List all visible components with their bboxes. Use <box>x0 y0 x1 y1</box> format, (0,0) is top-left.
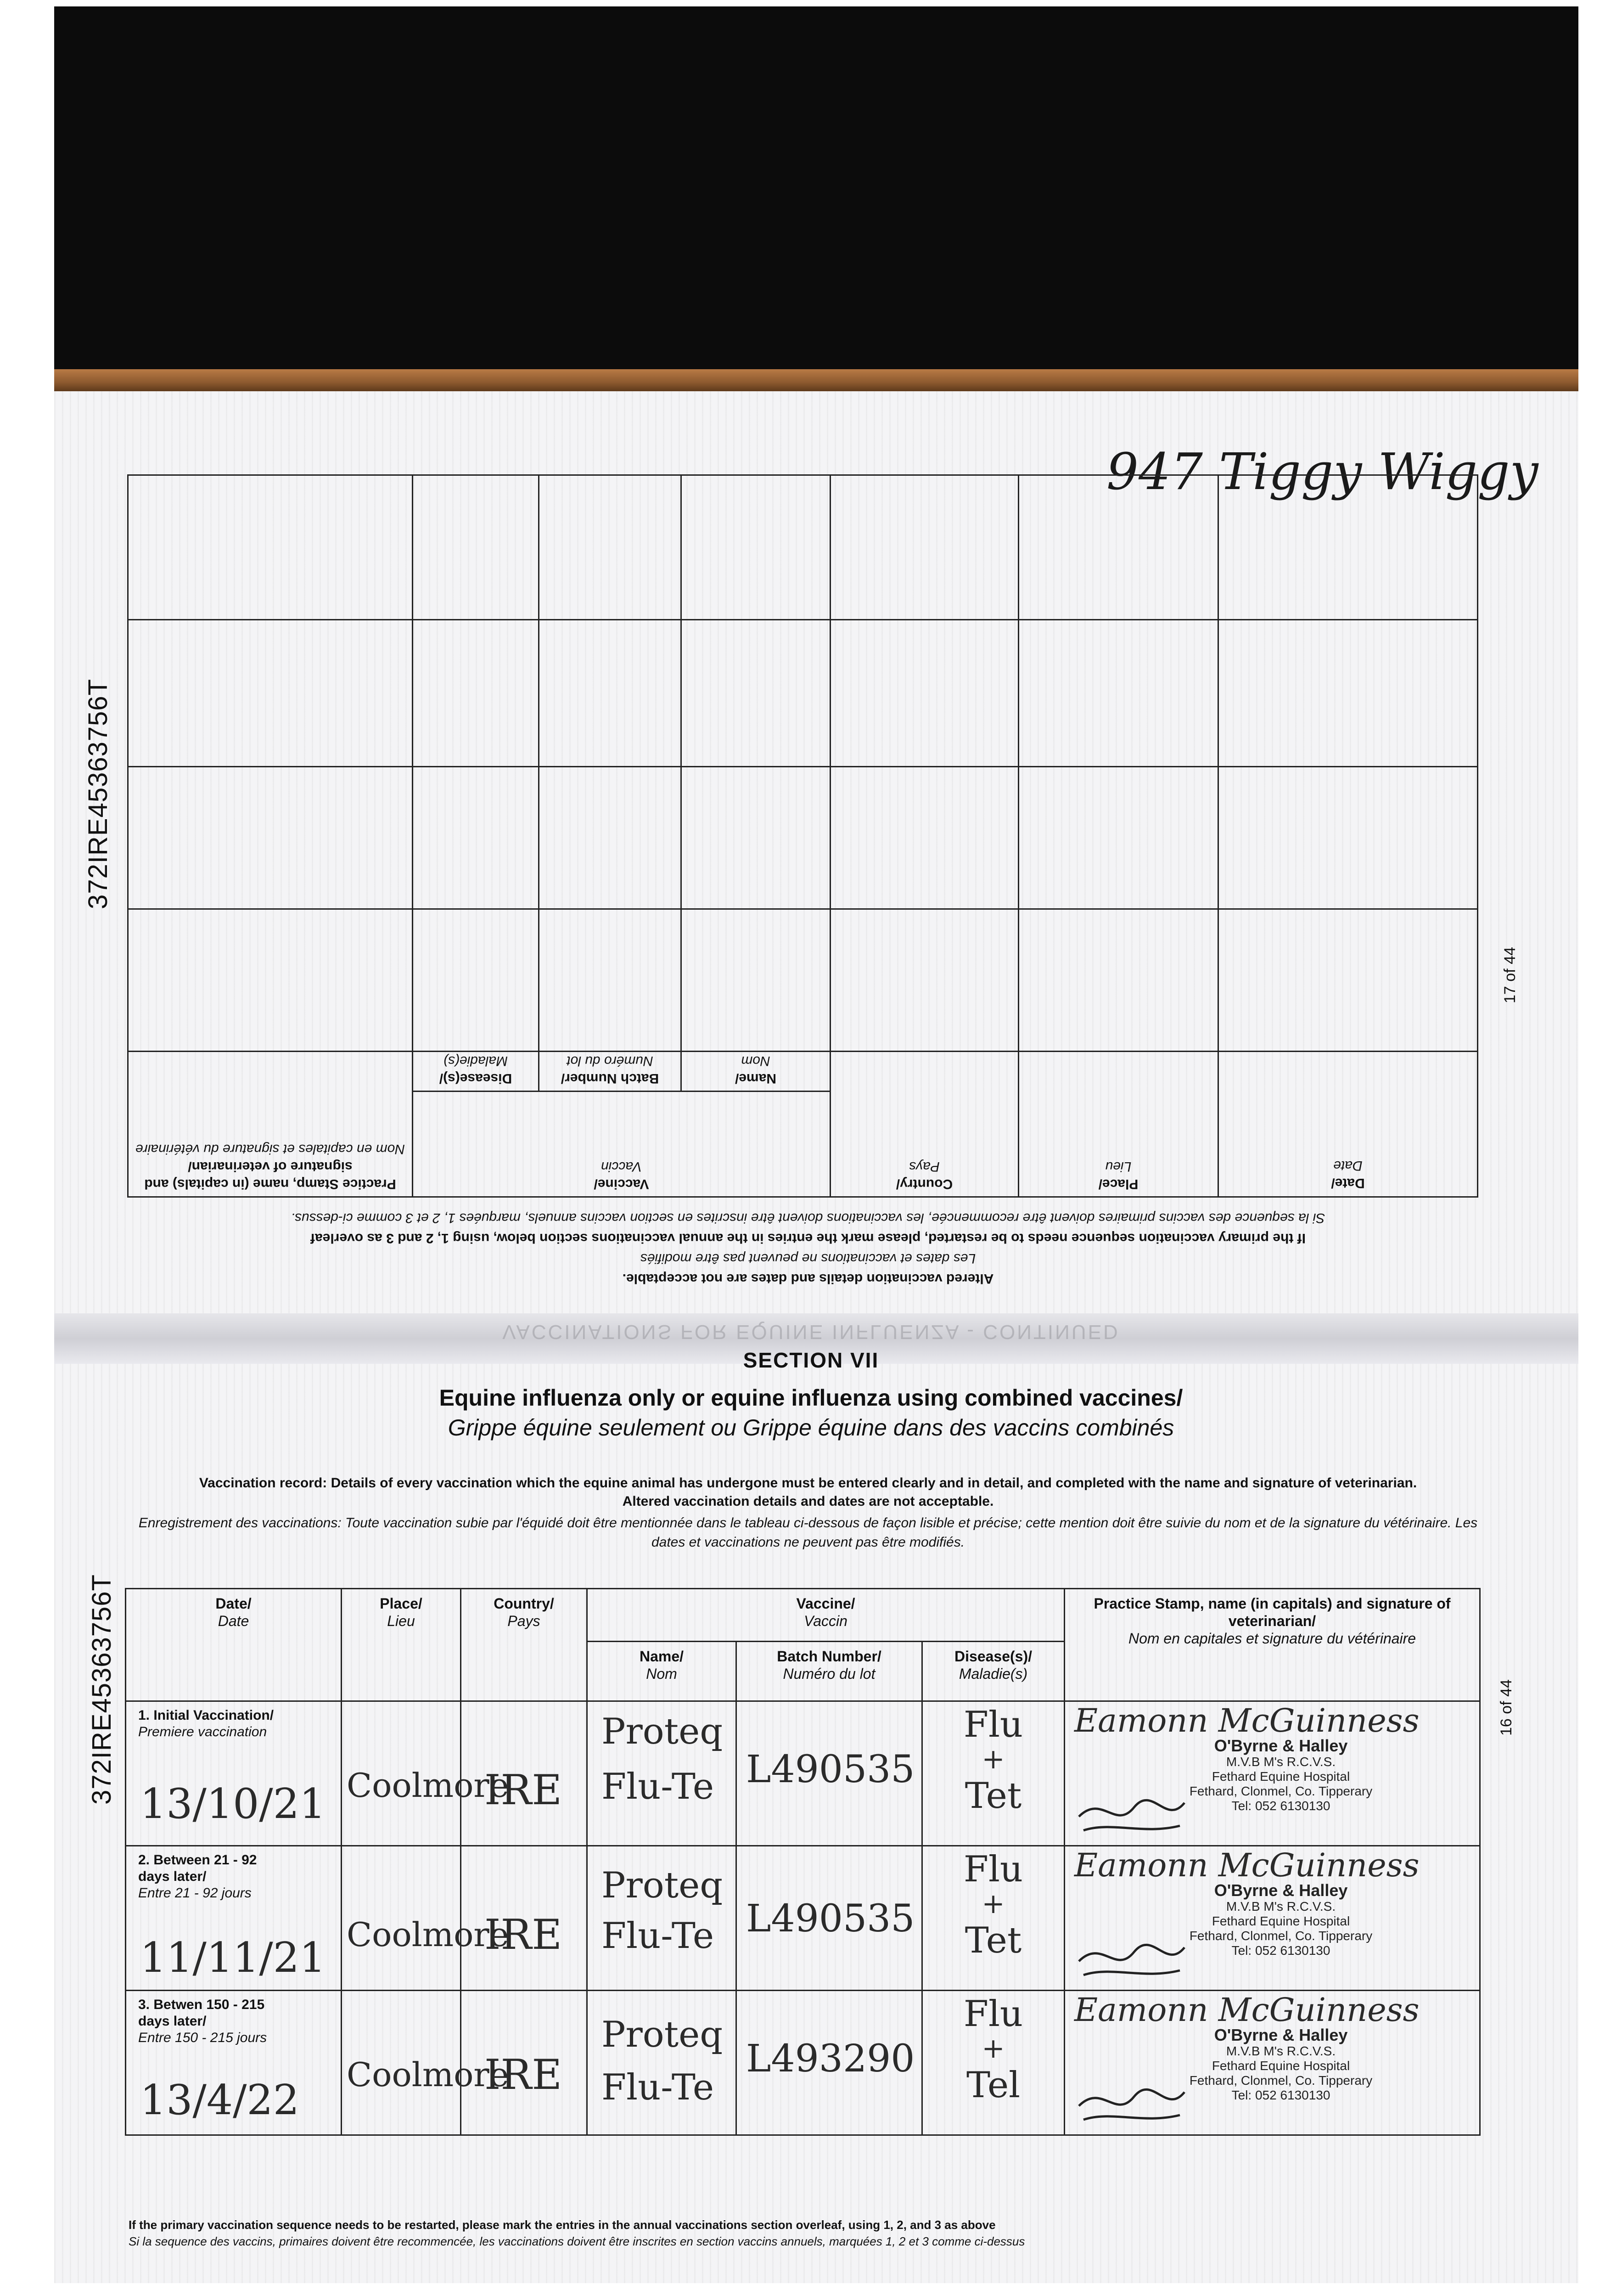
record-instructions-fr: Enregistrement des vaccinations: Toute vaccination subie par l'équidé doit être mentionnée dans le tableau ci-dessous de façon lisible et précise; cette mention doit être suivie du nom et de la signature du vétérinaire. Les dates et vaccinations ne peuvent pas être modifiés. <box>138 1515 1478 1550</box>
vaccination-table <box>125 1588 1481 2136</box>
stamp-line4: Fethard, Clonmel, Co. Tipperary <box>1189 1929 1373 1943</box>
practice-stamp <box>1166 2028 1396 2103</box>
vet-signature: Eamonn McGuinness <box>1074 1846 1420 1884</box>
lower-page-number: 16 of 44 <box>1498 1679 1515 1736</box>
header-country-fr: Pays <box>507 1613 540 1629</box>
row-date-cell <box>126 1846 342 1991</box>
upper-note-1: Altered vaccination details and dates are not acceptable. <box>622 1271 994 1286</box>
upper-header-date-fr: Date <box>1333 1158 1363 1173</box>
disease-line3: Tel <box>966 2065 1021 2106</box>
stamp-line3: Fethard Equine Hospital <box>1212 1769 1350 1784</box>
stamp-line4: Fethard, Clonmel, Co. Tipperary <box>1189 1784 1373 1798</box>
stamp-line2: M.V.B M's R.C.V.S. <box>1226 1899 1336 1913</box>
vaccination-date: 13/10/21 <box>140 1780 326 1828</box>
footnote-en: If the primary vaccination sequence needs to be restarted, please mark the entries in the annual vaccinations section overleaf, using 1, 2, and 3 as above <box>129 2218 996 2232</box>
vet-signature: Eamonn McGuinness <box>1074 1702 1420 1739</box>
lower-passport-id: 372IRE45363756T <box>87 1574 117 1805</box>
upper-passport-id: 372IRE45363756T <box>83 679 113 909</box>
row-stamp-cell <box>1065 1701 1480 1846</box>
header-vaccine: Vaccine/ <box>796 1595 855 1612</box>
section-title-fr: Grippe équine seulement ou Grippe équine dans des vaccins combinés <box>448 1415 1174 1441</box>
row-place-cell <box>342 1846 509 1991</box>
stamp-line1: O'Byrne & Halley <box>1214 1881 1348 1900</box>
row-batch-cell <box>736 1701 922 1846</box>
row-batch-cell <box>736 1846 922 1991</box>
row-disease-cell <box>922 1846 1065 1991</box>
vaccine-name-line2: Flu-Te <box>601 1915 714 1957</box>
vaccine-name-line1: Proteq <box>601 1865 723 1906</box>
upper-header-country: Country/ <box>896 1176 953 1192</box>
header-batch: Batch Number/ <box>777 1648 881 1665</box>
vaccination-date: 13/4/22 <box>140 2076 299 2124</box>
upper-header-stamp: Practice Stamp, name (in capitals) and signature of veterinarian/ <box>144 1159 396 1192</box>
upper-header-vaccine-fr: Vaccin <box>601 1159 642 1174</box>
disease-line2: + <box>982 2032 1005 2065</box>
row-label: 1. Initial Vaccination/ <box>138 1708 274 1723</box>
row-label-fr: Premiere vaccination <box>138 1724 267 1739</box>
header-place-fr: Lieu <box>387 1613 415 1629</box>
stamp-line5: Tel: 052 6130130 <box>1231 1943 1330 1958</box>
row-name-cell <box>587 1701 736 1846</box>
section-title-en: Equine influenza only or equine influenza using combined vaccines/ <box>439 1385 1183 1411</box>
signature-scribble <box>1074 2078 1194 2133</box>
header-name: Name/ <box>639 1648 684 1665</box>
upper-header-place: Place/ <box>1098 1176 1139 1192</box>
vaccine-batch-number: L490535 <box>746 1748 915 1791</box>
header-date: Date/ <box>215 1595 252 1612</box>
table-row <box>126 1846 1480 1991</box>
vaccination-date: 11/11/21 <box>140 1934 326 1982</box>
wood-edge <box>54 369 1578 391</box>
header-stamp-fr: Nom en capitales et signature du vétérinaire <box>1128 1630 1416 1647</box>
vaccination-place: Coolmore <box>347 1915 509 1954</box>
footnote-fr: Si la sequence des vaccins, primaires doivent être recommencée, les vaccinations doivent être inscrites en section vaccins annuels, marquées 1, 2 et 3 comme ci-dessus <box>129 2234 1025 2248</box>
header-date-cell <box>126 1589 342 1701</box>
stamp-line1: O'Byrne & Halley <box>1214 2026 1348 2044</box>
row-place-cell <box>342 1701 509 1846</box>
upper-header-place-fr: Lieu <box>1105 1159 1132 1174</box>
header-country-cell <box>461 1589 587 1701</box>
stamp-line2: M.V.B M's R.C.V.S. <box>1226 1755 1336 1769</box>
row-disease-cell <box>922 1701 1065 1846</box>
header-place-cell <box>342 1589 461 1701</box>
header-vaccine-fr: Vaccin <box>804 1613 847 1629</box>
row-stamp-cell <box>1065 1991 1480 2135</box>
stamp-line5: Tel: 052 6130130 <box>1231 2088 1330 2102</box>
upper-page-number: 17 of 44 <box>1501 947 1519 1003</box>
row-label-fr: Entre 21 - 92 jours <box>138 1885 252 1901</box>
vaccination-place: Coolmore <box>347 1766 509 1805</box>
practice-stamp <box>1166 1736 1396 1813</box>
header-country: Country/ <box>494 1595 554 1612</box>
signature-scribble <box>1074 1789 1194 1844</box>
disease-line1: Flu <box>963 1849 1023 1890</box>
upper-header-vaccine: Vaccine/ <box>594 1176 649 1192</box>
upper-header-stamp-fr: Nom en capitales et signature du vétérinaire <box>135 1142 405 1157</box>
upper-header-country-fr: Pays <box>909 1159 940 1174</box>
header-name-fr: Nom <box>646 1666 677 1682</box>
upper-note-4: Si la sequence des vaccins primaires doivent être recommencée, les vaccinations doivent être inscrites en section vaccins annuels, marquées 1, 2 et 3 comme ci-dessus. <box>291 1210 1325 1226</box>
header-batch-cell <box>736 1642 922 1701</box>
stamp-line3: Fethard Equine Hospital <box>1212 2059 1350 2073</box>
row-place-cell <box>342 1991 509 2135</box>
vaccination-country: IRE <box>484 1911 562 1959</box>
stamp-line5: Tel: 052 6130130 <box>1231 1799 1330 1813</box>
table-row <box>126 1991 1480 2135</box>
header-stamp: Practice Stamp, name (in capitals) and signature of veterinarian/ <box>1094 1595 1451 1629</box>
row-country-cell <box>461 1846 587 1991</box>
header-disease-fr: Maladie(s) <box>959 1666 1028 1682</box>
header-disease: Disease(s)/ <box>954 1648 1032 1665</box>
upper-header-batch: Batch Number/ <box>561 1071 659 1086</box>
disease-line2: + <box>982 1743 1005 1775</box>
faded-mirrored-heading: VACCINATIONS FOR EQUINE INFLUENZA - CONTINUED <box>502 1321 1120 1343</box>
upper-notes <box>165 1208 1451 1289</box>
record-instructions-en-2: Altered vaccination details and dates are not acceptable. <box>622 1494 994 1509</box>
table-row <box>126 1701 1480 1846</box>
row-label: 3. Betwen 150 - 215 <box>138 1997 265 2012</box>
handwritten-name-text: 947 Tiggy Wiggy <box>1106 442 1538 501</box>
upper-note-2: Les dates et vaccinations ne peuvent pas être modifiés <box>640 1251 976 1266</box>
header-disease-cell <box>922 1642 1065 1701</box>
row-country-cell <box>461 1991 587 2135</box>
vet-signature: Eamonn McGuinness <box>1074 1991 1420 2029</box>
black-board-background <box>54 6 1578 369</box>
header-batch-fr: Numéro du lot <box>783 1666 876 1682</box>
disease-line1: Flu <box>963 1993 1023 2035</box>
header-date-fr: Date <box>218 1613 249 1629</box>
row-stamp-cell <box>1065 1846 1480 1991</box>
row-label-2: days later/ <box>138 1869 207 1884</box>
row-label-fr: Entre 150 - 215 jours <box>138 2030 267 2045</box>
upper-vaccination-table <box>129 500 1478 1198</box>
row-name-cell <box>587 1846 736 1991</box>
vaccine-name-line1: Proteq <box>601 2014 723 2055</box>
upper-header-date: Date/ <box>1331 1176 1365 1191</box>
disease-line3: Tet <box>965 1775 1022 1817</box>
header-name-cell <box>587 1642 736 1701</box>
header-place: Place/ <box>380 1595 422 1612</box>
disease-line3: Tet <box>965 1920 1022 1961</box>
stamp-line2: M.V.B M's R.C.V.S. <box>1226 2044 1336 2058</box>
vaccine-name-line2: Flu-Te <box>601 2067 714 2108</box>
upper-note-3: If the primary vaccination sequence needs to be restarted, please mark the entries in the annual vaccinations section below, using 1, 2 and 3 as overleaf <box>310 1231 1306 1246</box>
vaccine-batch-number: L490535 <box>746 1897 915 1941</box>
upper-header-batch-fr: Numéro du lot <box>567 1053 653 1069</box>
disease-line1: Flu <box>963 1704 1023 1745</box>
vaccine-batch-number: L493290 <box>746 2037 915 2081</box>
header-stamp-cell <box>1065 1589 1480 1701</box>
row-disease-cell <box>922 1991 1065 2135</box>
upper-header-name: Name/ <box>735 1071 777 1086</box>
practice-stamp <box>1166 1883 1396 1958</box>
row-country-cell <box>461 1701 587 1846</box>
row-label-2: days later/ <box>138 2014 207 2029</box>
row-name-cell <box>587 1991 736 2135</box>
row-date-cell <box>126 1991 342 2135</box>
upper-header-disease: Disease(s)/ <box>439 1071 512 1086</box>
row-label: 2. Between 21 - 92 <box>138 1852 257 1868</box>
section-number: SECTION VII <box>743 1348 879 1372</box>
vaccination-country: IRE <box>484 2051 562 2099</box>
row-date-cell <box>126 1701 342 1846</box>
upper-header-disease-fr: Maladie(s) <box>443 1053 508 1069</box>
upper-header-name-fr: Nom <box>741 1053 770 1069</box>
stamp-line4: Fethard, Clonmel, Co. Tipperary <box>1189 2073 1373 2088</box>
row-batch-cell <box>736 1991 922 2135</box>
disease-line2: + <box>982 1888 1005 1920</box>
vaccine-name-line1: Proteq <box>601 1711 723 1752</box>
stamp-line1: O'Byrne & Halley <box>1214 1736 1348 1755</box>
record-instructions-en: Vaccination record: Details of every vaccination which the equine animal has undergone must be entered clearly and in detail, and completed with the name and signature of veterinarian. <box>199 1475 1417 1491</box>
header-vaccine-cell <box>587 1589 1065 1642</box>
vaccine-name-line2: Flu-Te <box>601 1766 714 1807</box>
vaccination-country: IRE <box>484 1766 562 1814</box>
stamp-line3: Fethard Equine Hospital <box>1212 1914 1350 1928</box>
signature-scribble <box>1074 1934 1194 1989</box>
vaccination-place: Coolmore <box>347 2055 509 2094</box>
